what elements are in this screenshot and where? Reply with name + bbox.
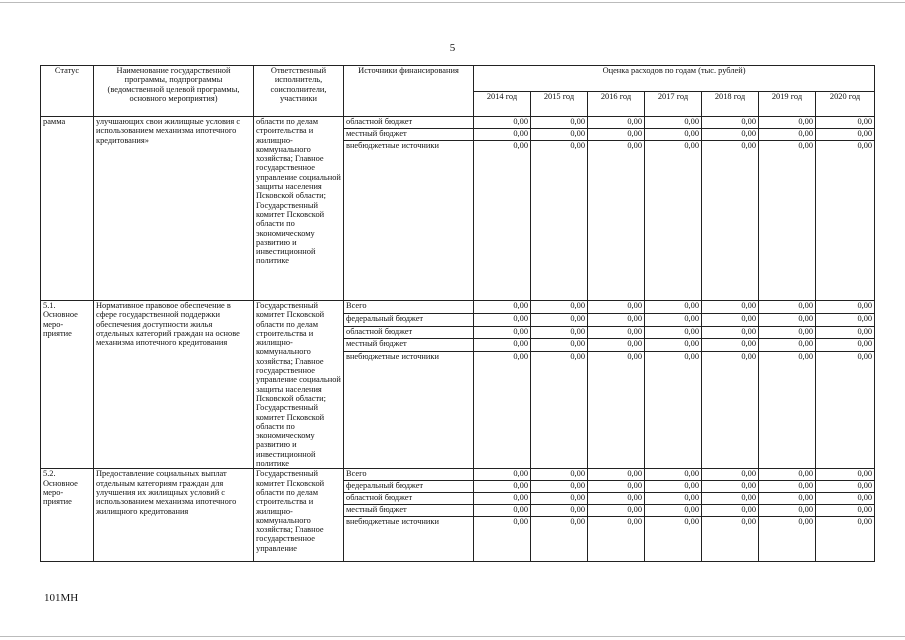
cell-source: внебюджетные источники: [344, 141, 474, 301]
cell-value: 0,00: [474, 129, 531, 141]
scan-edge-top: [0, 2, 905, 3]
cell-value: 0,00: [588, 326, 645, 339]
header-executor: Ответственный исполнитель, соисполнители, участники: [254, 66, 344, 117]
cell-source: областной бюджет: [344, 493, 474, 505]
header-estimate: Оценка расходов по годам (тыс. рублей): [474, 66, 875, 92]
cell-value: 0,00: [759, 129, 816, 141]
cell-value: 0,00: [645, 352, 702, 469]
cell-value: 0,00: [531, 505, 588, 517]
cell-value: 0,00: [474, 493, 531, 505]
cell-value: 0,00: [531, 517, 588, 562]
cell-value: 0,00: [702, 301, 759, 314]
cell-value: 0,00: [531, 493, 588, 505]
cell-value: 0,00: [816, 505, 875, 517]
cell-value: 0,00: [702, 326, 759, 339]
cell-value: 0,00: [474, 505, 531, 517]
cell-status: 5.2. Основное меро- приятие: [41, 469, 94, 562]
cell-value: 0,00: [588, 493, 645, 505]
cell-value: 0,00: [759, 469, 816, 481]
page-number: 5: [449, 42, 456, 54]
cell-value: 0,00: [588, 117, 645, 129]
cell-value: 0,00: [759, 313, 816, 326]
cell-source: местный бюджет: [344, 505, 474, 517]
cell-value: 0,00: [645, 469, 702, 481]
cell-value: 0,00: [816, 339, 875, 352]
cell-value: 0,00: [588, 129, 645, 141]
cell-executor: Государственный комитет Псковской области по делам строительства и жилищно-коммунального хозяйства; Главное государственное управление: [254, 469, 344, 562]
cell-value: 0,00: [645, 481, 702, 493]
cell-value: 0,00: [816, 493, 875, 505]
header-year: 2016 год: [588, 91, 645, 117]
cell-value: 0,00: [474, 313, 531, 326]
cell-value: 0,00: [645, 326, 702, 339]
cell-value: 0,00: [474, 352, 531, 469]
cell-value: 0,00: [645, 141, 702, 301]
cell-value: 0,00: [816, 481, 875, 493]
cell-name: улучшающих свои жилищные условия с использованием механизма ипотечного кредитования»: [94, 117, 254, 301]
cell-value: 0,00: [702, 129, 759, 141]
cell-source: федеральный бюджет: [344, 313, 474, 326]
header-name: Наименование государственной программы, подпрограммы (ведомственной целевой программы, основного мероприятия): [94, 66, 254, 117]
cell-source: Всего: [344, 469, 474, 481]
cell-value: 0,00: [702, 141, 759, 301]
cell-value: 0,00: [531, 481, 588, 493]
cell-value: 0,00: [474, 339, 531, 352]
header-year: 2018 год: [702, 91, 759, 117]
cell-value: 0,00: [588, 313, 645, 326]
cell-value: 0,00: [816, 141, 875, 301]
cell-value: 0,00: [588, 469, 645, 481]
header-row-1: [41, 66, 875, 92]
cell-value: 0,00: [645, 339, 702, 352]
cell-value: 0,00: [759, 141, 816, 301]
cell-value: 0,00: [759, 481, 816, 493]
cell-value: 0,00: [588, 505, 645, 517]
cell-value: 0,00: [474, 301, 531, 314]
cell-value: 0,00: [702, 481, 759, 493]
cell-value: 0,00: [645, 313, 702, 326]
cell-source: федеральный бюджет: [344, 481, 474, 493]
cell-value: 0,00: [474, 141, 531, 301]
cell-value: 0,00: [816, 326, 875, 339]
cell-source: внебюджетные источники: [344, 517, 474, 562]
cell-value: 0,00: [702, 313, 759, 326]
cell-source: областной бюджет: [344, 326, 474, 339]
cell-value: 0,00: [588, 339, 645, 352]
cell-status: 5.1. Основное меро- приятие: [41, 301, 94, 469]
cell-value: 0,00: [531, 301, 588, 314]
cell-value: 0,00: [759, 117, 816, 129]
cell-value: 0,00: [759, 352, 816, 469]
cell-name: Нормативное правовое обеспечение в сфере государственной поддержки обеспечения доступности жилья отдельных категорий граждан на основе механизма ипотечного кредитования: [94, 301, 254, 469]
cell-value: 0,00: [759, 326, 816, 339]
cell-value: 0,00: [645, 301, 702, 314]
cell-value: 0,00: [645, 517, 702, 562]
header-year: 2014 год: [474, 91, 531, 117]
expense-table: [40, 65, 875, 562]
cell-value: 0,00: [816, 117, 875, 129]
cell-value: 0,00: [588, 141, 645, 301]
cell-value: 0,00: [759, 493, 816, 505]
cell-value: 0,00: [531, 469, 588, 481]
cell-value: 0,00: [702, 493, 759, 505]
cell-value: 0,00: [474, 326, 531, 339]
table-row: [41, 301, 875, 314]
cell-value: 0,00: [816, 313, 875, 326]
cell-value: 0,00: [588, 517, 645, 562]
cell-value: 0,00: [702, 352, 759, 469]
cell-value: 0,00: [645, 493, 702, 505]
cell-value: 0,00: [474, 117, 531, 129]
header-year: 2020 год: [816, 91, 875, 117]
cell-value: 0,00: [531, 339, 588, 352]
cell-value: 0,00: [816, 129, 875, 141]
cell-value: 0,00: [531, 117, 588, 129]
cell-source: внебюджетные источники: [344, 352, 474, 469]
cell-source: местный бюджет: [344, 129, 474, 141]
cell-executor: области по делам строительства и жилищно-коммунального хозяйства; Главное государственное управление социальной защиты населения Псковской области; Государственный комитет Псковской области по экономическому развитию и инвестиционной политике: [254, 117, 344, 301]
footer-code: 101МН: [44, 592, 79, 604]
scan-edge-bottom: [0, 636, 905, 637]
header-status: Статус: [41, 66, 94, 117]
header-year: 2015 год: [531, 91, 588, 117]
table-row: [41, 469, 875, 481]
cell-source: Всего: [344, 301, 474, 314]
cell-value: 0,00: [645, 505, 702, 517]
cell-status: рамма: [41, 117, 94, 301]
cell-value: 0,00: [816, 301, 875, 314]
cell-value: 0,00: [474, 481, 531, 493]
cell-value: 0,00: [702, 469, 759, 481]
cell-value: 0,00: [474, 469, 531, 481]
header-year: 2017 год: [645, 91, 702, 117]
cell-executor: Государственный комитет Псковской области по делам строительства и жилищно-коммунального хозяйства; Главное государственное управление социальной защиты населения Псковской области; Государственный комитет Псковской области по экономическому развитию и инвестиционной политике: [254, 301, 344, 469]
cell-value: 0,00: [531, 141, 588, 301]
cell-source: областной бюджет: [344, 117, 474, 129]
cell-value: 0,00: [702, 339, 759, 352]
cell-value: 0,00: [531, 313, 588, 326]
cell-value: 0,00: [474, 517, 531, 562]
cell-value: 0,00: [588, 301, 645, 314]
cell-value: 0,00: [816, 517, 875, 562]
cell-value: 0,00: [531, 352, 588, 469]
cell-value: 0,00: [645, 117, 702, 129]
cell-value: 0,00: [588, 481, 645, 493]
cell-value: 0,00: [759, 339, 816, 352]
cell-value: 0,00: [759, 301, 816, 314]
table-row: [41, 117, 875, 129]
cell-value: 0,00: [702, 505, 759, 517]
header-year: 2019 год: [759, 91, 816, 117]
table-body: [41, 117, 875, 562]
cell-value: 0,00: [588, 352, 645, 469]
header-source: Источники финансирования: [344, 66, 474, 117]
cell-value: 0,00: [531, 129, 588, 141]
cell-name: Предоставление социальных выплат отдельным категориям граждан для улучшения их жилищных условий с использованием механизма ипотечного жилищного кредитования: [94, 469, 254, 562]
cell-value: 0,00: [531, 326, 588, 339]
cell-source: местный бюджет: [344, 339, 474, 352]
cell-value: 0,00: [816, 469, 875, 481]
cell-value: 0,00: [759, 505, 816, 517]
cell-value: 0,00: [816, 352, 875, 469]
cell-value: 0,00: [702, 117, 759, 129]
cell-value: 0,00: [759, 517, 816, 562]
cell-value: 0,00: [702, 517, 759, 562]
cell-value: 0,00: [645, 129, 702, 141]
